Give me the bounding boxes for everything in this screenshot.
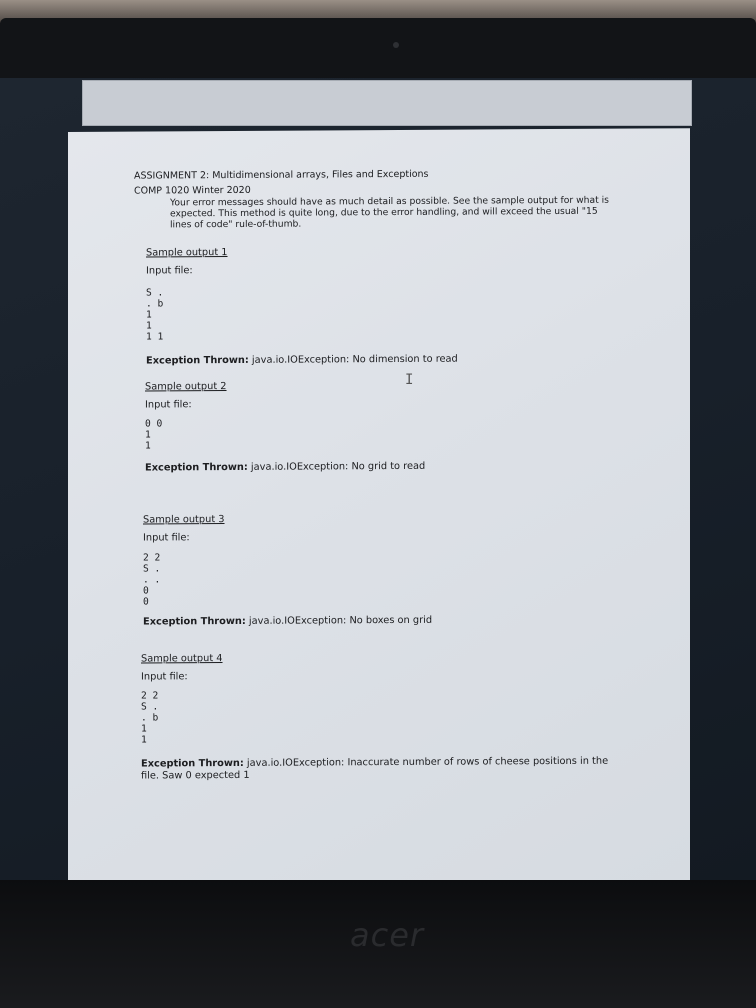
exception-message xyxy=(145,460,625,474)
exception-text: java.io.IOException: No grid to read xyxy=(250,460,426,473)
sample-heading: Sample output 3 xyxy=(143,514,225,526)
sample-heading: Sample output 4 xyxy=(141,653,223,665)
sample-output-3 xyxy=(143,512,623,628)
input-file-contents: 2 2 S . . . 0 0 xyxy=(143,552,161,608)
document-title: ASSIGNMENT 2: Multidimensional arrays, Files and Exceptions xyxy=(134,168,429,182)
exception-text: java.io.IOException: Inaccurate number of rows of cheese positions in the file. Saw 0 expected 1 xyxy=(141,755,609,782)
input-file-contents: 2 2 S . . b 1 1 xyxy=(141,690,159,746)
exception-message xyxy=(143,614,623,628)
exception-label: Exception Thrown: xyxy=(141,757,244,770)
input-file-label: Input file: xyxy=(146,265,193,277)
exception-message xyxy=(146,353,626,367)
input-file-contents: S . . b 1 1 1 1 xyxy=(146,287,164,343)
input-file-label: Input file: xyxy=(141,671,188,683)
sample-heading: Sample output 1 xyxy=(146,247,228,259)
sample-heading: Sample output 2 xyxy=(145,381,227,393)
brand-logo: acer xyxy=(350,916,425,954)
background-window[interactable] xyxy=(82,80,692,126)
document-page[interactable] xyxy=(68,128,690,888)
exception-label: Exception Thrown: xyxy=(143,615,246,628)
sample-output-1 xyxy=(146,245,626,367)
exception-label: Exception Thrown: xyxy=(145,461,248,474)
input-file-label: Input file: xyxy=(143,532,190,544)
input-file-contents: 0 0 1 1 xyxy=(145,418,163,452)
text-cursor-icon: I xyxy=(405,372,414,388)
instructions-paragraph: Your error messages should have as much detail as possible. See the sample output for what is expected. This method is quite long, due to the error handling, and will exceed the usual "15 lines of code" rule-of-thumb. xyxy=(170,194,609,231)
exception-message xyxy=(141,756,621,782)
course-line: COMP 1020 Winter 2020 xyxy=(134,184,251,197)
sample-output-2 xyxy=(145,379,625,474)
exception-label: Exception Thrown: xyxy=(146,354,249,367)
exception-text: java.io.IOException: No boxes on grid xyxy=(248,614,433,627)
webcam-icon xyxy=(393,42,399,48)
input-file-label: Input file: xyxy=(145,399,192,411)
document-header xyxy=(134,166,654,230)
exception-text: java.io.IOException: No dimension to read xyxy=(251,353,458,366)
sample-output-4 xyxy=(141,651,621,782)
